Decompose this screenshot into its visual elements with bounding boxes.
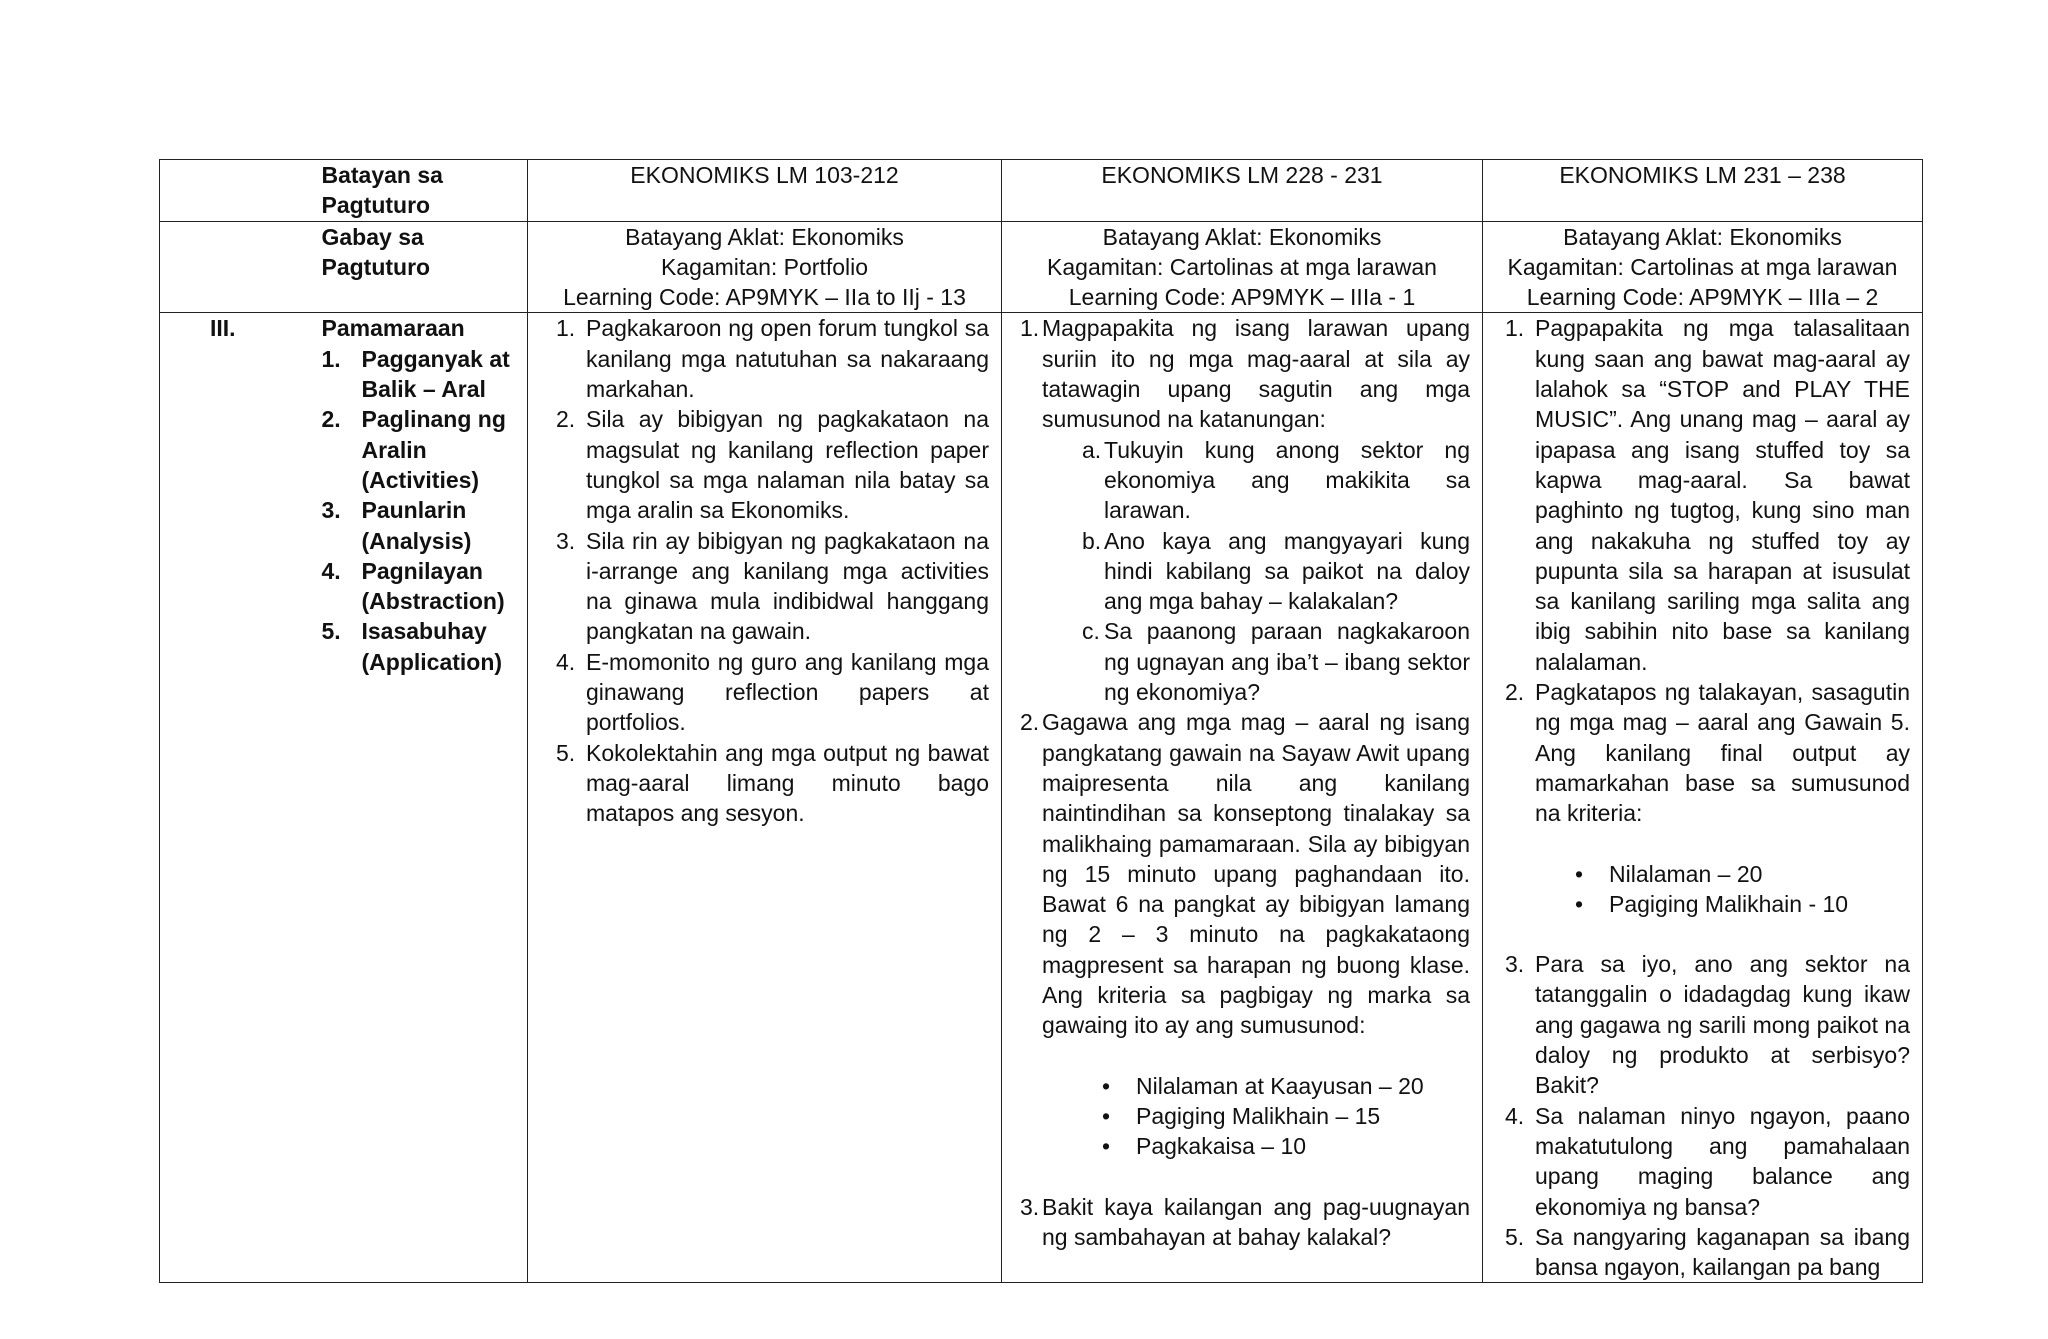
list-item: 5. Isasabuhay (Application) — [321, 618, 503, 675]
criteria-item: • Pagiging Malikhain - 10 — [1575, 889, 1910, 919]
list-item: 1. Pagpapakita ng mga talasalitaan kung saan ang bawat mag-aaral ay lalahok sa “STOP and PLAY THE MUSIC”. Ang unang mag – aaral ay ipapasa ang isang stuffed toy sa kapwa mag-aaral. Sa bawat paghinto ng tugtog, kung sino man ang nakakuha ng stuffed toy ay pupunta sila sa harapan at isusulat sa kanilang sariling mga salita ang ibig sabihin nito base sa kanilang nalalaman. — [1505, 315, 1910, 675]
criteria-item: • Nilalaman at Kaayusan – 20 — [1102, 1071, 1470, 1101]
blank-cell — [160, 160, 290, 222]
section-title: Pamamaraan — [321, 315, 465, 342]
reference-cell: EKONOMIKS LM 231 – 238 — [1483, 160, 1923, 222]
activity-list — [1020, 313, 1470, 1252]
list-item: 3. Paunlarin (Analysis) — [321, 497, 472, 554]
row-label: Gabay sa Pagtuturo — [290, 221, 528, 313]
guide-cell — [1483, 221, 1923, 313]
guide-line: Learning Code: AP9MYK – IIIa - 1 — [1068, 284, 1416, 311]
lesson-plan-table — [159, 159, 1923, 1283]
activity-list — [556, 313, 989, 828]
list-item: 5. Kokolektahin ang mga output ng bawat mag-aaral limang minuto bago matapos ang sesyon. — [556, 739, 989, 827]
blank-cell — [160, 221, 290, 313]
guide-line: Kagamitan: Cartolinas at mga larawan — [1507, 253, 1898, 280]
sub-question: a. Tukuyin kung anong sektor ng ekonomiya ang makikita sa larawan. — [1082, 436, 1470, 524]
criteria-list — [1102, 1071, 1470, 1162]
row-label: Batayan sa Pagtuturo — [290, 160, 528, 222]
list-item: 4. E-momonito ng guro ang kanilang mga ginawang reflection papers at portfolios. — [556, 648, 989, 736]
list-item: 2. Sila ay bibigyan ng pagkakataon na magsulat ng kanilang reflection paper tungkol sa mga nalaman nila batay sa mga aralin sa Ekonomiks. — [556, 406, 989, 524]
criteria-item: • Pagkakaisa – 10 — [1102, 1131, 1470, 1161]
list-item: 2. Gagawa ang mga mag – aaral ng isang pangkatang gawain na Sayaw Awit upang maipresenta nila ang kanilang naintindihan sa konseptong tinalakay sa malikhaing pamamaraan. Sila ay bibigyan ng 15 minuto upang paghandaan ito. Bawat 6 na pangkat ay bibigyan lamang ng 2 – 3 minuto na pagkakataong magpresent sa harapan ng buong klase. Ang kriteria sa pagbigay ng marka sa gawaing ito ay ang sumusunod: • Nilalaman at Kaayusan – 20 • Pagiging Malikhain – 15 • Pagkakaisa – 10 — [1020, 707, 1470, 1191]
list-item: 3. Para sa iyo, ano ang sektor na tatanggalin o idadagdag kung ikaw ang gagawa ng sarili mong paikot na daloy ng produkto at serbisyo? Bakit? — [1505, 951, 1910, 1099]
criteria-item: • Pagiging Malikhain – 15 — [1102, 1101, 1470, 1131]
guide-line: Batayang Aklat: Ekonomiks — [1563, 223, 1842, 250]
list-item: 1. Pagkakaroon ng open forum tungkol sa kanilang mga natutuhan sa nakaraang markahan. — [556, 315, 989, 403]
table-row-pamamaraan — [160, 313, 1923, 1283]
guide-cell — [528, 221, 1002, 313]
guide-line: Kagamitan: Cartolinas at mga larawan — [1047, 253, 1437, 280]
criteria-item: • Nilalaman – 20 — [1575, 859, 1910, 889]
list-item: 1. Pagganyak at Balik – Aral — [321, 345, 510, 403]
guide-line: Batayang Aklat: Ekonomiks — [625, 223, 904, 250]
list-item: 3. Bakit kaya kailangan ang pag-uugnayan ng sambahayan at bahay kalakal? — [1020, 1193, 1470, 1250]
list-item: 4. Sa nalaman ninyo ngayon, paano makatutulong ang pamahalaan upang maging balance ang ekonomiya ng bansa? — [1505, 1102, 1910, 1220]
list-item: 2. Paglinang ng Aralin (Activities) — [321, 406, 506, 493]
list-item: 5. Sa nangyaring kaganapan sa ibang bansa ngayon, kailangan pa bang — [1505, 1223, 1910, 1281]
guide-line: Learning Code: AP9MYK – IIIa – 2 — [1526, 284, 1879, 311]
activity-cell-3 — [1483, 313, 1923, 1283]
table-row-gabay — [160, 221, 1923, 313]
sub-question-list — [1082, 435, 1470, 708]
section-number: III. — [160, 313, 290, 1283]
activity-cell-1 — [528, 313, 1002, 1283]
sub-question: c. Sa paanong paraan nagkakaroon ng ugnayan ang iba’t – ibang sektor ng ekonomiya? — [1082, 618, 1470, 706]
sub-question: b. Ano kaya ang mangyayari kung hindi kabilang sa paikot na daloy ang mga bahay – kalakalan? — [1082, 527, 1470, 615]
table-row-batayan — [160, 160, 1923, 222]
activity-cell-2 — [1002, 313, 1483, 1283]
guide-cell — [1002, 221, 1483, 313]
list-item: 4. Pagnilayan (Abstraction) — [321, 557, 505, 615]
list-item: 2. Pagkatapos ng talakayan, sasagutin ng mga mag – aaral ang Gawain 5. Ang kanilang final output ay mamarkahan base sa sumusunod na kriteria: • Nilalaman – 20 • Pagiging Malikhain - 10 — [1505, 677, 1910, 949]
steps-list — [322, 344, 528, 677]
reference-cell: EKONOMIKS LM 103-212 — [528, 160, 1002, 222]
section-steps-cell — [290, 313, 528, 1283]
activity-list — [1505, 313, 1910, 1282]
guide-line: Kagamitan: Portfolio — [660, 253, 869, 280]
criteria-list — [1575, 859, 1910, 920]
guide-line: Batayang Aklat: Ekonomiks — [1102, 223, 1382, 250]
reference-cell: EKONOMIKS LM 228 - 231 — [1002, 160, 1483, 222]
list-item: 1. Magpapakita ng isang larawan upang suriin ito ng mga mag-aaral at sila ay tatawagin upang sagutin ang mga sumusunod na katanungan: a. Tukuyin kung anong sektor ng ekonomiya ang makikita sa larawan. b. Ano kaya ang mangyayari kung hindi kabilang sa paikot na daloy ang mga bahay – kalakalan? c. Sa paanong paraan nagkakaroon ng ugnayan ang iba’t – ibang sektor ng ekonomiya? — [1020, 313, 1470, 707]
guide-line: Learning Code: AP9MYK – IIa to IIj - 13 — [563, 284, 966, 311]
list-item: 3. Sila rin ay bibigyan ng pagkakataon na i-arrange ang kanilang mga activities na ginawa mula indibidwal hanggang pangkatan na gawain. — [556, 527, 989, 645]
